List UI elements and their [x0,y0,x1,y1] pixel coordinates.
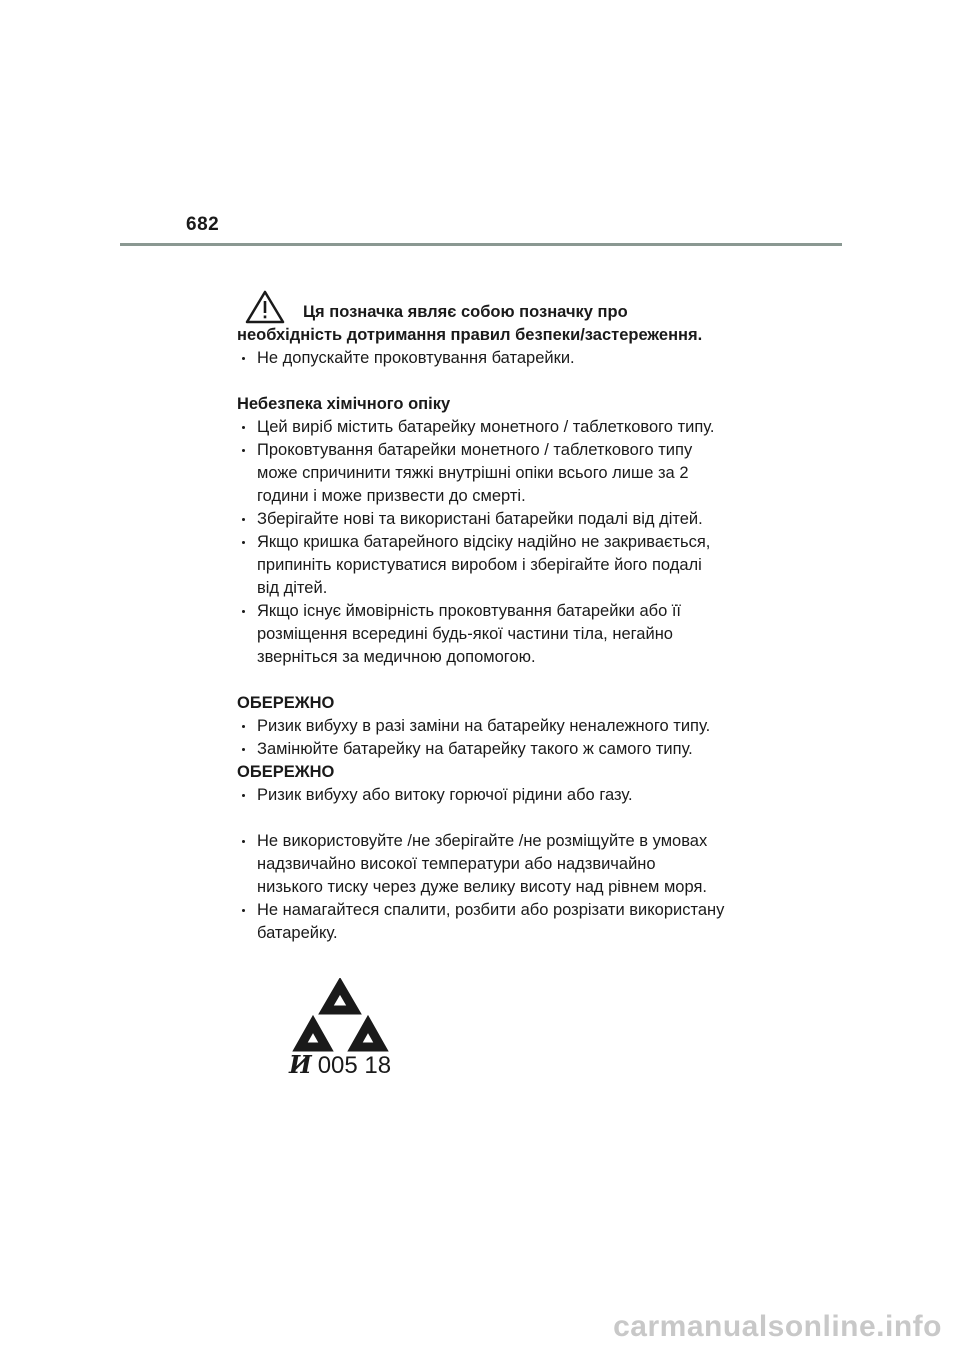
recycle-symbol: И [289,1050,312,1079]
list-item: Проковтування батарейки монетного / таблеткового типу може спричинити тяжкі внутрішні опіки всього лише за 2 години і може призвести до смерті. [237,439,757,508]
list-item: Якщо існує ймовірність проковтування батарейки або її розміщення всередині будь-якої частини тіла, негайно зверніться за медичною допомогою. [237,600,757,669]
list-item: Не використовуйте /не зберігайте /не розміщуйте в умовах надзвичайно високої температури або надзвичайно низького тиску через дуже велику висоту над рівнем моря. [237,830,757,899]
chemical-burn-heading: Небезпека хімічного опіку [237,395,451,413]
list-item: Цей виріб містить батарейку монетного / таблеткового типу. [237,416,757,439]
warning-content [237,290,757,945]
warning-intro-text-1: Ця позначка являє собою позначку про [303,303,628,321]
warning-intro-text-2: необхідність дотримання правил безпеки/застереження. [237,326,703,344]
caution-heading: ОБЕРЕЖНО [237,694,335,712]
list-item: Не допускайте проковтування батарейки. [237,347,757,370]
list-item: Не намагайтеся спалити, розбити або розрізати використану батарейку. [237,899,757,945]
list-item: Ризик вибуху або витоку горючої рідини або газу. [237,784,757,807]
list-item: Якщо кришка батарейного відсіку надійно не закривається, припиніть користуватися виробом і зберігайте його подалі від дітей. [237,531,757,600]
chemical-bullets [237,416,757,669]
recycle-code: 005 18 [317,1052,392,1079]
caution-heading: ОБЕРЕЖНО [237,763,335,781]
list-item: Ризик вибуху в разі заміни на батарейку неналежного типу. [237,715,757,738]
list-item: Замінюйте батарейку на батарейку такого ж самого типу. [237,738,757,761]
warning-intro-line [237,290,757,324]
list-item: Зберігайте нові та використані батарейки подалі від дітей. [237,508,757,531]
warning-triangle-icon [245,290,285,324]
page-number: 682 [186,214,220,235]
watermark: carmanualsonline.info [613,1310,942,1343]
recycle-mark-label [289,1050,391,1081]
header-divider [120,243,842,246]
